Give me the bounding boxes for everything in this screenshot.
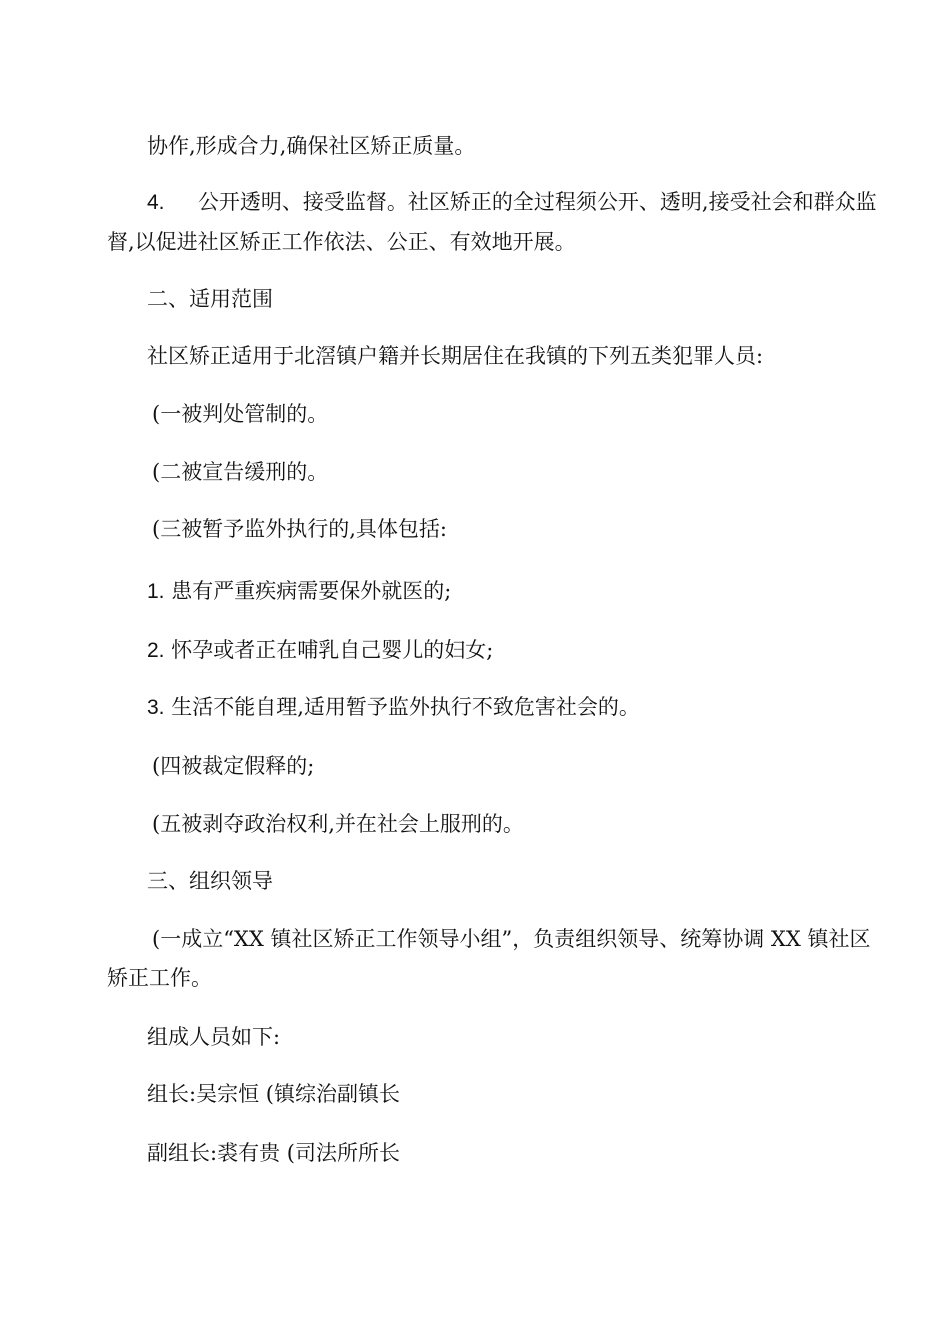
section-heading-organization: 三、组织领导 (147, 869, 273, 893)
scope-item-2: (二被宣告缓刑的。 (152, 460, 329, 484)
scope-item-4: (四被裁定假释的; (152, 754, 315, 778)
sub-item-1 (147, 581, 451, 602)
sub-item-3 (147, 697, 640, 718)
list-number: 4. (147, 191, 165, 214)
section-heading-scope: 二、适用范围 (147, 287, 273, 311)
principle-4-line-2: 督,以促进社区矫正工作依法、公正、有效地开展。 (107, 230, 576, 254)
sub-item-text: 患有严重疾病需要保外就医的; (171, 579, 452, 603)
sub-item-2 (147, 640, 493, 661)
scope-item-5: (五被剥夺政治权利,并在社会上服刑的。 (152, 812, 524, 836)
organization-line-1: (一成立“XX 镇社区矫正工作领导小组”，负责组织领导、统筹协调 XX 镇社区 (152, 927, 871, 951)
paragraph-continuation: 协作,形成合力,确保社区矫正质量。 (147, 134, 476, 158)
scope-item-1: (一被判处管制的。 (152, 402, 329, 426)
scope-intro: 社区矫正适用于北滘镇户籍并长期居住在我镇的下列五类犯罪人员: (147, 344, 764, 368)
deputy-group-leader: 副组长:裘有贵 (司法所所长 (147, 1141, 400, 1165)
scope-item-3: (三被暂予监外执行的,具体包括: (152, 517, 447, 541)
organization-line-2: 矫正工作。 (107, 966, 212, 990)
sub-item-text: 生活不能自理,适用暂予监外执行不致危害社会的。 (171, 695, 640, 719)
group-leader: 组长:吴宗恒 (镇综治副镇长 (147, 1082, 400, 1106)
principle-4-text: 公开透明、接受监督。社区矫正的全过程须公开、透明,接受社会和群众监 (197, 190, 877, 214)
sub-item-text: 怀孕或者正在哺乳自己婴儿的妇女; (171, 638, 494, 662)
list-number: 2. (147, 639, 165, 662)
list-number: 3. (147, 696, 165, 719)
list-number: 1. (147, 580, 165, 603)
members-intro: 组成人员如下: (147, 1025, 281, 1049)
principle-4-line-1 (147, 192, 877, 213)
